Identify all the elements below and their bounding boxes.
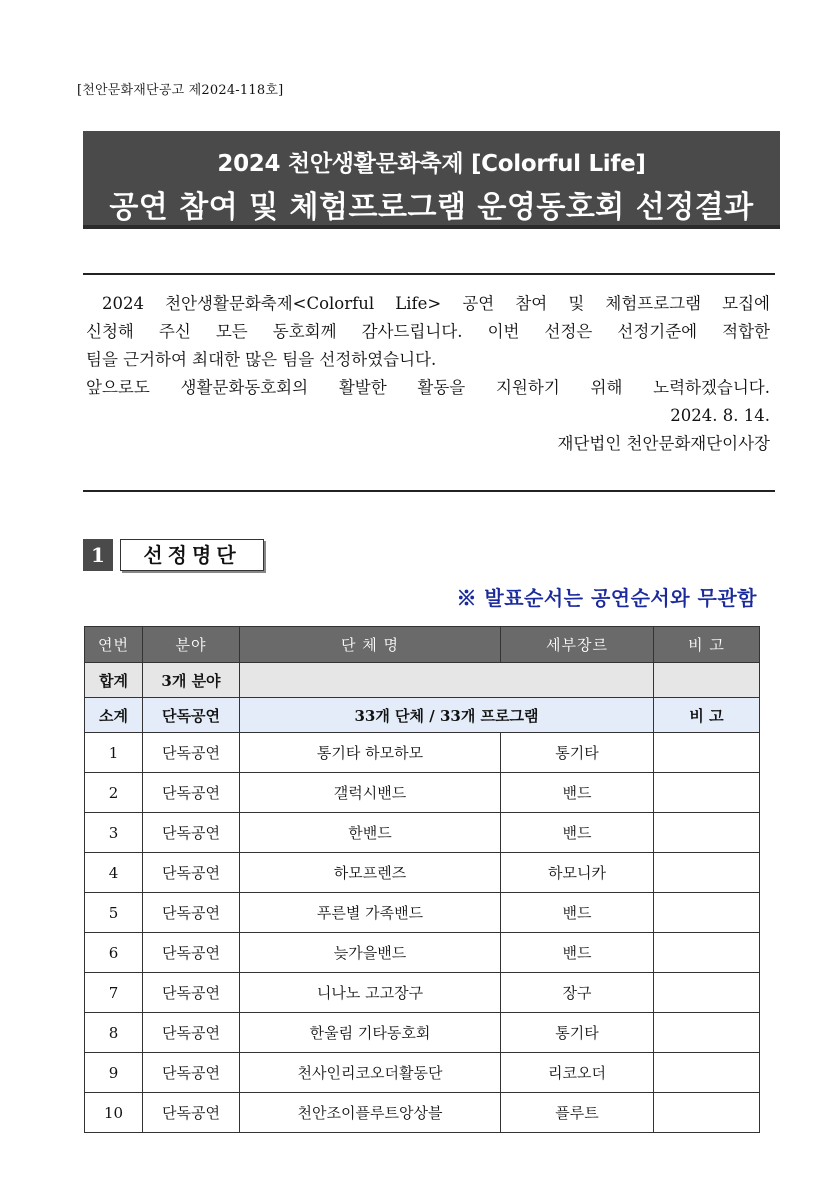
cell-field: 단독공연 [143,813,240,853]
cell-note [654,893,760,933]
cell-name: 푸른별 가족밴드 [240,893,501,933]
intro-line: 팀을 근거하여 최대한 많은 팀을 선정하였습니다. [86,350,437,369]
subtotal-field: 단독공연 [143,698,240,733]
cell-field: 단독공연 [143,1013,240,1053]
cell-genre: 통기타 [501,733,654,773]
cell-no: 3 [85,813,143,853]
cell-note [654,773,760,813]
cell-note [654,853,760,893]
cell-no: 2 [85,773,143,813]
intro-paragraph [86,290,770,458]
cell-genre: 하모니카 [501,853,654,893]
bottom-divider [83,490,775,492]
cell-no: 10 [85,1093,143,1133]
table-row [85,893,760,933]
cell-name: 천안조이플루트앙상블 [240,1093,501,1133]
col-header-note: 비 고 [654,627,760,663]
signature: 재단법인 천안문화재단이사장 [557,434,770,453]
cell-name: 니나노 고고장구 [240,973,501,1013]
cell-field: 단독공연 [143,1053,240,1093]
subtotal-summary: 33개 단체 / 33개 프로그램 [240,698,654,733]
subtotal-note: 비 고 [654,698,760,733]
total-value: 3개 분야 [143,663,240,698]
cell-field: 단독공연 [143,733,240,773]
cell-note [654,1053,760,1093]
cell-note [654,1013,760,1053]
col-header-no: 연번 [85,627,143,663]
table-row [85,1053,760,1093]
cell-note [654,933,760,973]
cell-genre: 밴드 [501,813,654,853]
table-body [85,733,760,1133]
title-banner [83,131,780,229]
subtotal-label: 소계 [85,698,143,733]
cell-name: 통기타 하모하모 [240,733,501,773]
table-row [85,773,760,813]
order-note: ※ 발표순서는 공연순서와 무관함 [456,586,757,610]
announcement-date: 2024. 8. 14. [670,406,770,425]
cell-no: 1 [85,733,143,773]
cell-name: 하모프렌즈 [240,853,501,893]
cell-genre: 밴드 [501,933,654,973]
cell-field: 단독공연 [143,853,240,893]
cell-no: 5 [85,893,143,933]
cell-no: 9 [85,1053,143,1093]
cell-field: 단독공연 [143,933,240,973]
table-row [85,1093,760,1133]
cell-genre: 밴드 [501,773,654,813]
col-header-genre: 세부장르 [501,627,654,663]
section-title: 선정명단 [120,539,264,571]
intro-line: 앞으로도 생활문화동호회의 활발한 활동을 지원하기 위해 노력하겠습니다. [86,378,770,397]
col-header-name: 단 체 명 [240,627,501,663]
table-row [85,853,760,893]
cell-note [654,973,760,1013]
cell-no: 8 [85,1013,143,1053]
subtotal-row [85,698,760,733]
table-header-row [85,627,760,663]
cell-note [654,733,760,773]
cell-name: 한울림 기타동호회 [240,1013,501,1053]
cell-note [654,1093,760,1133]
col-header-field: 분야 [143,627,240,663]
total-label: 합계 [85,663,143,698]
cell-name: 갤럭시밴드 [240,773,501,813]
intro-line: 신청해 주신 모든 동호회께 감사드립니다. 이번 선정은 선정기준에 적합한 [86,322,770,341]
top-divider [83,273,775,275]
cell-genre: 통기타 [501,1013,654,1053]
cell-no: 4 [85,853,143,893]
banner-title-line2: 공연 참여 및 체험프로그램 운영동호회 선정결과 [109,190,754,225]
cell-genre: 밴드 [501,893,654,933]
cell-name: 천사인리코오더활동단 [240,1053,501,1093]
notice-number: [천안문화재단공고 제2024-118호] [77,83,284,98]
cell-genre: 플루트 [501,1093,654,1133]
table-row [85,813,760,853]
cell-field: 단독공연 [143,773,240,813]
cell-note [654,813,760,853]
banner-title-line1: 2024 천안생활문화축제 [Colorful Life] [217,151,646,177]
cell-genre: 리코오더 [501,1053,654,1093]
section-number: 1 [83,539,113,571]
total-note [654,663,760,698]
table-row [85,1013,760,1053]
cell-no: 7 [85,973,143,1013]
cell-field: 단독공연 [143,1093,240,1133]
cell-genre: 장구 [501,973,654,1013]
total-empty [240,663,654,698]
cell-no: 6 [85,933,143,973]
cell-name: 늦가을밴드 [240,933,501,973]
selection-table [84,626,760,1133]
table-row [85,973,760,1013]
total-row [85,663,760,698]
intro-line: 2024 천안생활문화축제<Colorful Life> 공연 참여 및 체험프로그램 모집에 [102,294,770,313]
cell-field: 단독공연 [143,893,240,933]
cell-name: 한밴드 [240,813,501,853]
table-row [85,733,760,773]
cell-field: 단독공연 [143,973,240,1013]
table-row [85,933,760,973]
